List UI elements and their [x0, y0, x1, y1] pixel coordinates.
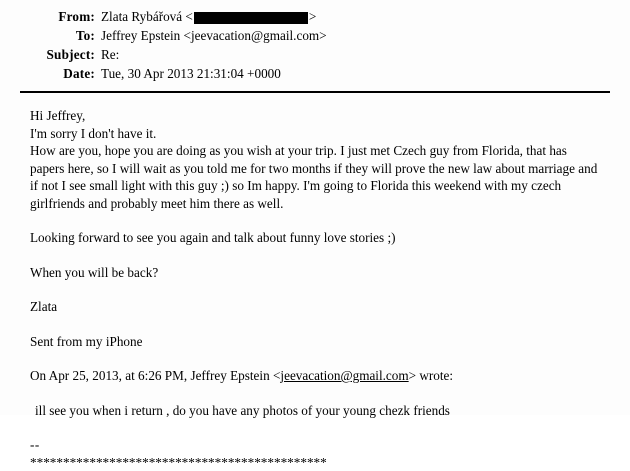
header-label-subject: Subject: — [0, 46, 101, 64]
body-signature-name: Zlata — [30, 298, 602, 316]
spacer — [30, 419, 602, 436]
email-header-block — [0, 0, 630, 83]
spacer — [30, 281, 602, 298]
spacer — [30, 316, 602, 333]
redaction-bar — [194, 12, 308, 24]
body-looking-forward: Looking forward to see you again and talk about funny love stories ;) — [30, 229, 602, 247]
body-apology-line: I'm sorry I don't have it. — [30, 125, 602, 143]
signature-star-line: ********************************************* — [30, 454, 602, 471]
header-value-to — [101, 27, 630, 45]
quote-header-suffix: > wrote: — [409, 368, 453, 383]
header-row-date — [0, 65, 630, 83]
header-label-date: Date: — [0, 65, 101, 83]
quoted-message-text: ill see you when i return , do you have any photos of your young chezk friends — [30, 402, 602, 420]
header-label-from: From: — [0, 8, 101, 26]
header-row-subject — [0, 46, 630, 64]
spacer — [30, 385, 602, 402]
from-address-suffix: > — [309, 8, 316, 26]
from-address-prefix: Zlata Rybářová < — [101, 8, 193, 26]
signature-separator: -- — [30, 436, 602, 454]
quote-header-prefix: On Apr 25, 2013, at 6:26 PM, Jeffrey Epstein < — [30, 368, 280, 383]
to-address: Jeffrey Epstein <jeevacation@gmail.com> — [101, 27, 327, 45]
body-when-back: When you will be back? — [30, 264, 602, 282]
quoted-sender-email-link[interactable]: jeevacation@gmail.com — [280, 368, 408, 383]
header-label-to: To: — [0, 27, 101, 45]
subject-text: Re: — [101, 46, 119, 64]
header-row-to — [0, 27, 630, 45]
header-value-date — [101, 65, 630, 83]
header-value-subject — [101, 46, 630, 64]
spacer — [30, 247, 602, 264]
date-text: Tue, 30 Apr 2013 21:31:04 +0000 — [101, 65, 281, 83]
spacer — [30, 212, 602, 229]
body-main-paragraph: How are you, hope you are doing as you wish at your trip. I just met Czech guy from Florida, that has papers here, so I will wait as you told me for two months if they will prove the new law about marriage and if not I see small light with this guy ;) so Im happy. I'm going to Florida this weekend with my czech girlfriends and probably meet him there as well. — [30, 142, 602, 212]
body-greeting: Hi Jeffrey, — [30, 107, 602, 125]
header-value-from — [101, 8, 630, 26]
quoted-message-header — [30, 367, 602, 385]
spacer — [30, 350, 602, 367]
email-body — [0, 93, 630, 471]
body-sent-from: Sent from my iPhone — [30, 333, 602, 351]
header-row-from — [0, 8, 630, 26]
